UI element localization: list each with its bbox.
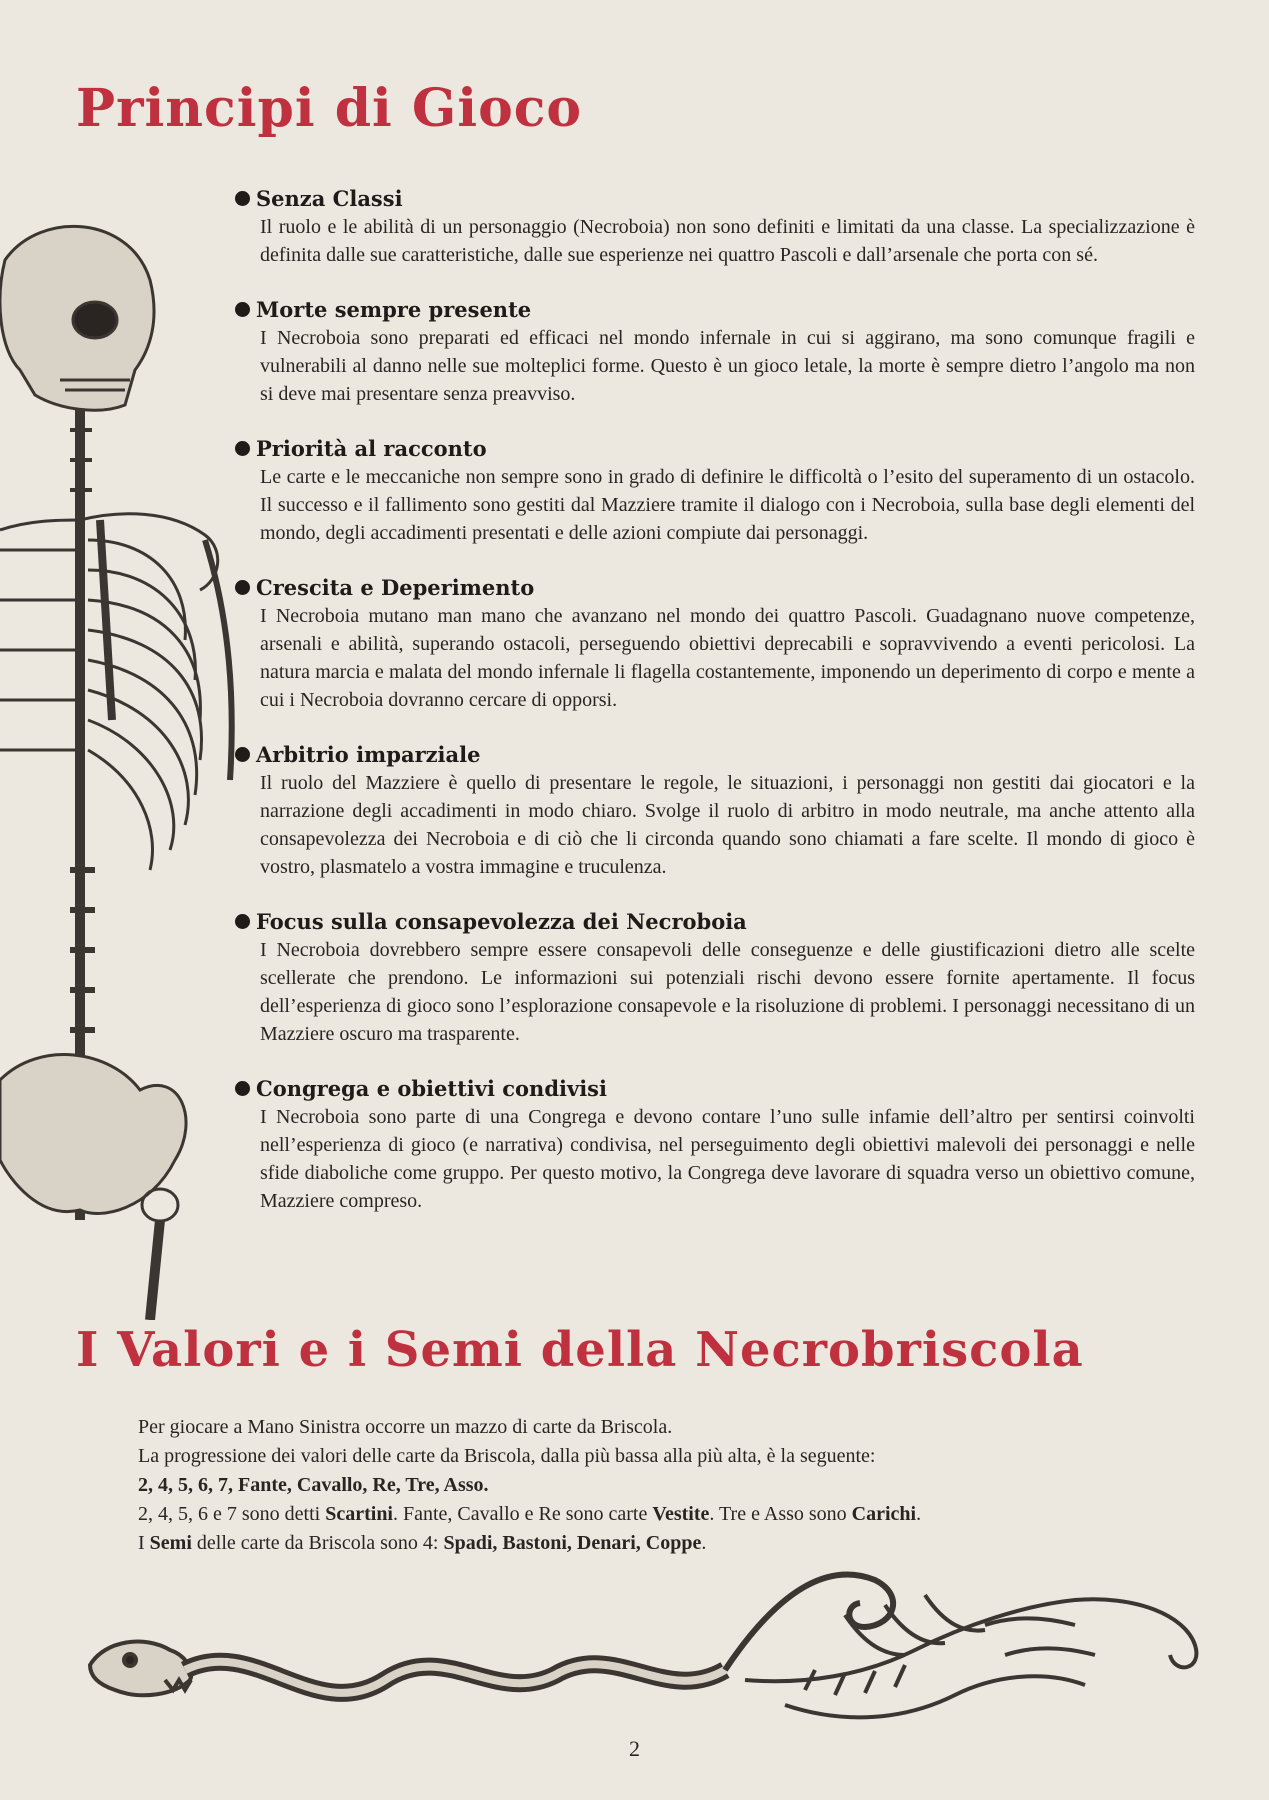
principle-title [235, 906, 1195, 936]
principle-title-text: Senza Classi [256, 185, 403, 211]
section-title: I Valori e i Semi della Necrobriscola [76, 1322, 1084, 1378]
bullet-icon [235, 1081, 250, 1096]
card-values-section [138, 1413, 1218, 1558]
principle-body: I Necroboia sono preparati ed efficaci nel mondo infernale in cui si aggirano, ma sono comunque fragili e vulnerabili al danno nelle sue molteplici forme. Questo è un gioco letale, la morte è sempre dietro l’angolo ma non si deve mai presentare senza preavviso. [260, 327, 1195, 405]
principle-item [235, 183, 1195, 269]
principle-item [235, 906, 1195, 1048]
principle-title-text: Priorità al racconto [256, 435, 487, 461]
text-segment: . [701, 1532, 707, 1554]
values-categories [138, 1500, 1218, 1529]
bullet-icon [235, 580, 250, 595]
scartini-term: Scartini [325, 1503, 393, 1525]
text-segment: . Tre e Asso sono [709, 1503, 852, 1525]
values-suits [138, 1529, 1218, 1558]
values-progression-label: La progressione dei valori delle carte da Briscola, dalla più bassa alla più alta, è la seguente: [138, 1445, 876, 1467]
principles-list [235, 183, 1195, 1240]
page-title: Principi di Gioco [76, 78, 583, 139]
principle-title-text: Morte sempre presente [256, 296, 532, 322]
sea-serpent-illustration [85, 1555, 1210, 1735]
principle-body: Il ruolo e le abilità di un personaggio (Necroboia) non sono definiti e limitati da una classe. La specializzazione è definita dalle sue caratteristiche, dalle sue esperienze nei quattro Pascoli e dall’arsenale che porta con sé. [260, 216, 1195, 266]
principle-title [235, 739, 1195, 769]
principle-body: I Necroboia mutano man mano che avanzano nel mondo dei quattro Pascoli. Guadagnano nuove competenze, arsenali e abilità, superando ostacoli, perseguendo obiettivi deprecabili e sopravvivendo a eventi pericolosi. La natura marcia e malata del mondo infernale li flagella costantemente, imponendo un deperimento di corpo e mente a cui i Necroboia dovranno cercare di opporsi. [260, 605, 1195, 711]
principle-body: I Necroboia dovrebbero sempre essere consapevoli delle conseguenze e delle giustificazioni dietro alle scelte scellerate che prendono. Le informazioni sui potenziali rischi devono essere fornite apertamente. Il focus dell’esperienza di gioco sono l’esplorazione consapevole e la risoluzione di problemi. I personaggi necessitano di un Mazziere oscuro ma trasparente. [260, 939, 1195, 1045]
principle-item [235, 294, 1195, 408]
suits-list: Spadi, Bastoni, Denari, Coppe [443, 1532, 702, 1554]
principle-title [235, 183, 1195, 213]
principle-title [235, 572, 1195, 602]
values-progression-list: 2, 4, 5, 6, 7, Fante, Cavallo, Re, Tre, Asso. [138, 1474, 489, 1496]
principle-body: Le carte e le meccaniche non sempre sono in grado di definire le difficoltà o l’esito del superamento di un ostacolo. Il successo e il fallimento sono gestiti dal Mazziere tramite il dialogo con i Necroboia, sulla base degli elementi del mondo, degli accadimenti presentati e delle azioni compiute dai personaggi. [260, 466, 1195, 544]
principle-item [235, 739, 1195, 881]
principle-title-text: Arbitrio imparziale [256, 741, 481, 767]
bullet-icon [235, 441, 250, 456]
principle-title [235, 1073, 1195, 1103]
principle-title [235, 433, 1195, 463]
text-segment: . [916, 1503, 922, 1525]
values-progression [138, 1471, 1218, 1500]
principle-title-text: Crescita e Deperimento [256, 574, 535, 600]
text-segment: I [138, 1532, 150, 1554]
bullet-icon [235, 302, 250, 317]
bullet-icon [235, 191, 250, 206]
text-segment: . Fante, Cavallo e Re sono carte [393, 1503, 653, 1525]
principle-item [235, 1073, 1195, 1215]
principle-body: I Necroboia sono parte di una Congrega e devono contare l’uno sulle infamie dell’altro per sentirsi coinvolti nell’esperienza di gioco (e narrativa) condivisa, nel perseguimento degli obiettivi malevoli dei personaggi e nelle sfide diaboliche come gruppo. Per questo motivo, la Congrega deve lavorare di squadra verso un obiettivo comune, Mazziere compreso. [260, 1106, 1195, 1212]
principle-item [235, 572, 1195, 714]
text-segment: 2, 4, 5, 6 e 7 sono detti [138, 1503, 326, 1525]
principle-item [235, 433, 1195, 547]
principle-title-text: Focus sulla consapevolezza dei Necroboia [256, 908, 747, 934]
page-number: 2 [629, 1736, 640, 1761]
carichi-term: Carichi [851, 1503, 917, 1525]
text-segment: delle carte da Briscola sono 4: [191, 1532, 444, 1554]
principle-title [235, 294, 1195, 324]
skeleton-illustration [0, 220, 250, 1320]
bullet-icon [235, 914, 250, 929]
values-intro: Per giocare a Mano Sinistra occorre un mazzo di carte da Briscola. [138, 1416, 673, 1438]
principle-body: Il ruolo del Mazziere è quello di presentare le regole, le situazioni, i personaggi non gestiti dai giocatori e la narrazione degli accadimenti in modo chiaro. Svolge il ruolo di arbitro in modo neutrale, ma anche attento alla consapevolezza dei Necroboia e di ciò che li circonda quando sono chiamati a fare scelte. Il mondo di gioco è vostro, plasmatelo a vostra immagine e truculenza. [260, 772, 1195, 878]
vestite-term: Vestite [652, 1503, 710, 1525]
semi-term: Semi [149, 1532, 192, 1554]
principle-title-text: Congrega e obiettivi condivisi [256, 1075, 607, 1101]
bullet-icon [235, 747, 250, 762]
